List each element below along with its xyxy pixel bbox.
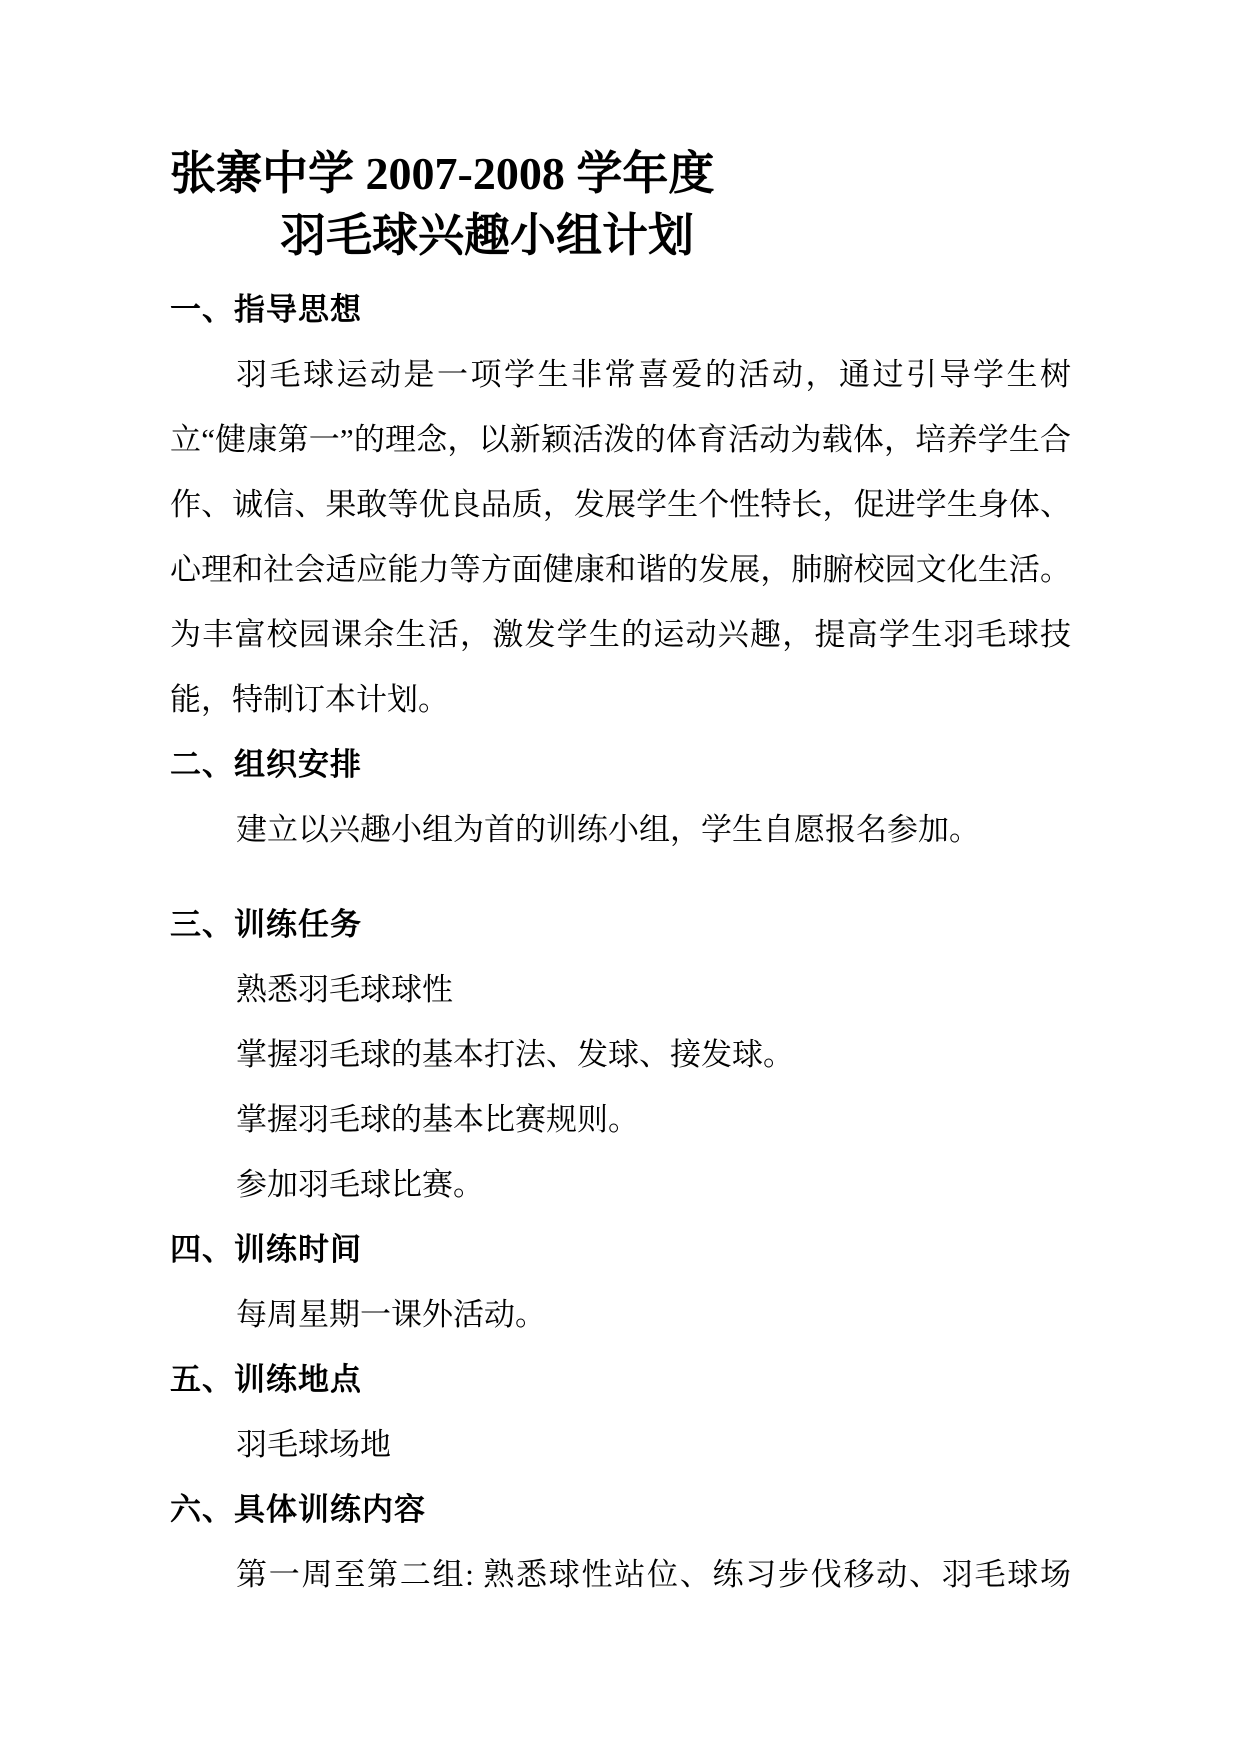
- title-line-2: 羽毛球兴趣小组计划: [280, 210, 694, 261]
- body-paragraph: 第一周至第二组: 熟悉球性站位、练习步伐移动、羽毛球场: [236, 1557, 1071, 1592]
- title-line-1: 张寨中学 2007-2008 学年度: [170, 148, 715, 199]
- section-guiding-ideology: [170, 277, 1071, 732]
- document-title: [170, 143, 1071, 267]
- body-paragraph: 掌握羽毛球的基本比赛规则。: [236, 1102, 639, 1137]
- body-paragraph: 建立以兴趣小组为首的训练小组，学生自愿报名参加。: [236, 812, 980, 847]
- body-paragraph: 参加羽毛球比赛。: [236, 1167, 484, 1202]
- body-paragraph: 熟悉羽毛球球性: [236, 972, 453, 1007]
- body-paragraph: 羽毛球运动是一项学生非常喜爱的活动，通过引导学生树立“健康第一”的理念，以新颖活泼的体育活动为载体，培养学生合作、诚信、果敢等优良品质，发展学生个性特长，促进学生身体、心理和社会适应能力等方面健康和谐的发展，肺腑校园文化生活。为丰富校园课余生活，激发学生的运动兴趣，提高学生羽毛球技能，特制订本计划。: [170, 357, 1071, 717]
- body-paragraph: 掌握羽毛球的基本打法、发球、接发球。: [236, 1037, 794, 1072]
- body-paragraph: 羽毛球场地: [236, 1427, 391, 1462]
- section-training-place: [170, 1347, 1071, 1477]
- section-heading-1: 一、指导思想: [170, 292, 362, 327]
- section-organization: [170, 732, 1071, 862]
- section-heading-4: 四、训练时间: [170, 1232, 362, 1267]
- section-heading-6: 六、具体训练内容: [170, 1492, 426, 1527]
- section-heading-5: 五、训练地点: [170, 1362, 362, 1397]
- section-training-tasks: [170, 892, 1071, 1217]
- section-training-time: [170, 1217, 1071, 1347]
- section-training-content: [170, 1477, 1071, 1607]
- section-heading-3: 三、训练任务: [170, 907, 362, 942]
- body-paragraph: 每周星期一课外活动。: [236, 1297, 546, 1332]
- section-heading-2: 二、组织安排: [170, 747, 362, 782]
